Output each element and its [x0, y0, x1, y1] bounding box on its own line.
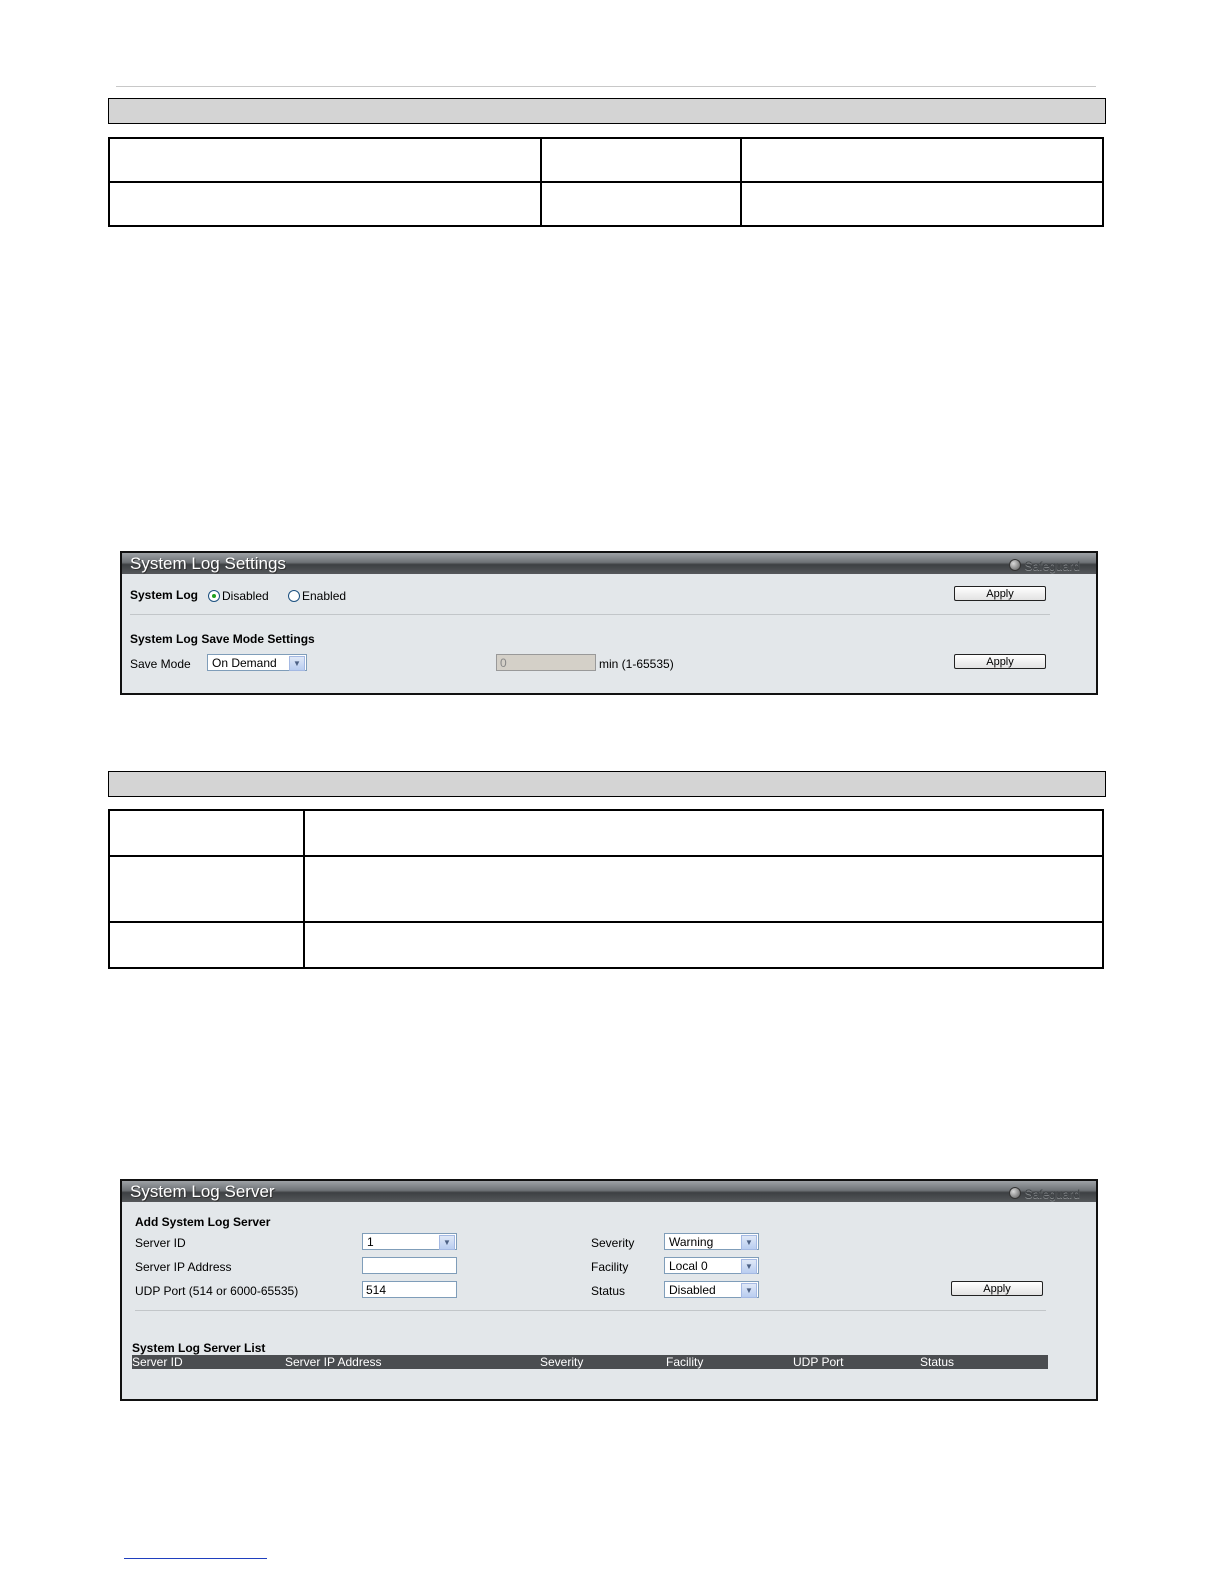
panel-title-bar [122, 1181, 1096, 1202]
apply-save-mode-button[interactable]: Apply [954, 654, 1046, 669]
panel-title: System Log Settings [130, 554, 286, 573]
panel-title-bar [122, 553, 1096, 574]
save-mode-heading: System Log Save Mode Settings [130, 632, 315, 646]
doc-table-2 [108, 809, 1104, 969]
system-log-server-panel [120, 1179, 1098, 1401]
doc-cell [109, 138, 541, 182]
chevron-down-icon: ▼ [741, 1283, 757, 1298]
doc-cell [109, 922, 304, 968]
enabled-radio-label: Enabled [302, 589, 347, 603]
server-id-select[interactable] [362, 1233, 457, 1250]
doc-cell [741, 138, 1103, 182]
safeguard-indicator[interactable] [1009, 1184, 1080, 1205]
server-id-value: 1 [367, 1235, 374, 1249]
status-label: Status [591, 1284, 626, 1298]
safeguard-icon [1009, 559, 1021, 571]
column-header-udp-port: UDP Port [793, 1355, 844, 1369]
server-ip-label: Server IP Address [135, 1260, 232, 1274]
severity-label: Severity [591, 1236, 635, 1250]
column-header-status: Status [920, 1355, 955, 1369]
doc-cell [304, 922, 1103, 968]
doc-cell [109, 810, 304, 856]
column-header-server-ip: Server IP Address [285, 1355, 382, 1369]
server-list-heading: System Log Server List [132, 1341, 266, 1355]
doc-cell [109, 182, 541, 226]
severity-select[interactable] [664, 1233, 759, 1250]
udp-port-label: UDP Port (514 or 6000-65535) [135, 1284, 299, 1298]
header-rule [116, 86, 1096, 87]
column-header-server-id: Server ID [132, 1355, 183, 1369]
chevron-down-icon: ▼ [741, 1259, 757, 1274]
udp-port-input[interactable]: 514 [362, 1281, 457, 1298]
doc-cell [304, 810, 1103, 856]
enabled-radio[interactable] [288, 590, 300, 602]
safeguard-indicator[interactable] [1009, 556, 1080, 577]
status-select[interactable] [664, 1281, 759, 1298]
apply-system-log-button[interactable]: Apply [954, 586, 1046, 601]
doc-cell [541, 182, 741, 226]
disabled-radio[interactable] [208, 590, 220, 602]
safeguard-icon [1009, 1187, 1021, 1199]
doc-cell [304, 856, 1103, 922]
system-log-settings-panel [120, 551, 1098, 695]
server-ip-input[interactable] [362, 1257, 457, 1274]
safeguard-label: Safeguard [1024, 1187, 1080, 1201]
section-divider [130, 614, 1050, 615]
status-value: Disabled [669, 1283, 716, 1297]
chevron-down-icon: ▼ [439, 1235, 455, 1250]
disabled-radio-label: Disabled [222, 589, 269, 603]
server-id-label: Server ID [135, 1236, 186, 1250]
doc-table-header-bar [108, 771, 1106, 797]
interval-hint: min (1-65535) [599, 657, 674, 671]
section-divider [135, 1310, 1046, 1311]
doc-table-header-bar [108, 98, 1106, 124]
add-server-heading: Add System Log Server [135, 1215, 271, 1229]
doc-cell [541, 138, 741, 182]
chevron-down-icon: ▼ [289, 656, 305, 671]
facility-value: Local 0 [669, 1259, 708, 1273]
panel-title: System Log Server [130, 1182, 275, 1201]
interval-input[interactable]: 0 [496, 654, 596, 671]
severity-value: Warning [669, 1235, 714, 1249]
save-mode-select[interactable] [207, 654, 307, 671]
facility-select[interactable] [664, 1257, 759, 1274]
apply-server-button[interactable]: Apply [951, 1281, 1043, 1296]
doc-cell [109, 856, 304, 922]
doc-cell [741, 182, 1103, 226]
safeguard-label: Safeguard [1024, 559, 1080, 573]
doc-table-1 [108, 137, 1104, 227]
column-header-severity: Severity [540, 1355, 584, 1369]
save-mode-value: On Demand [212, 656, 277, 670]
system-log-label: System Log [130, 588, 199, 602]
footer-link-underline[interactable] [124, 1558, 267, 1559]
column-header-facility: Facility [666, 1355, 704, 1369]
server-list-header [132, 1355, 1048, 1369]
chevron-down-icon: ▼ [741, 1235, 757, 1250]
save-mode-label: Save Mode [130, 657, 191, 671]
facility-label: Facility [591, 1260, 629, 1274]
